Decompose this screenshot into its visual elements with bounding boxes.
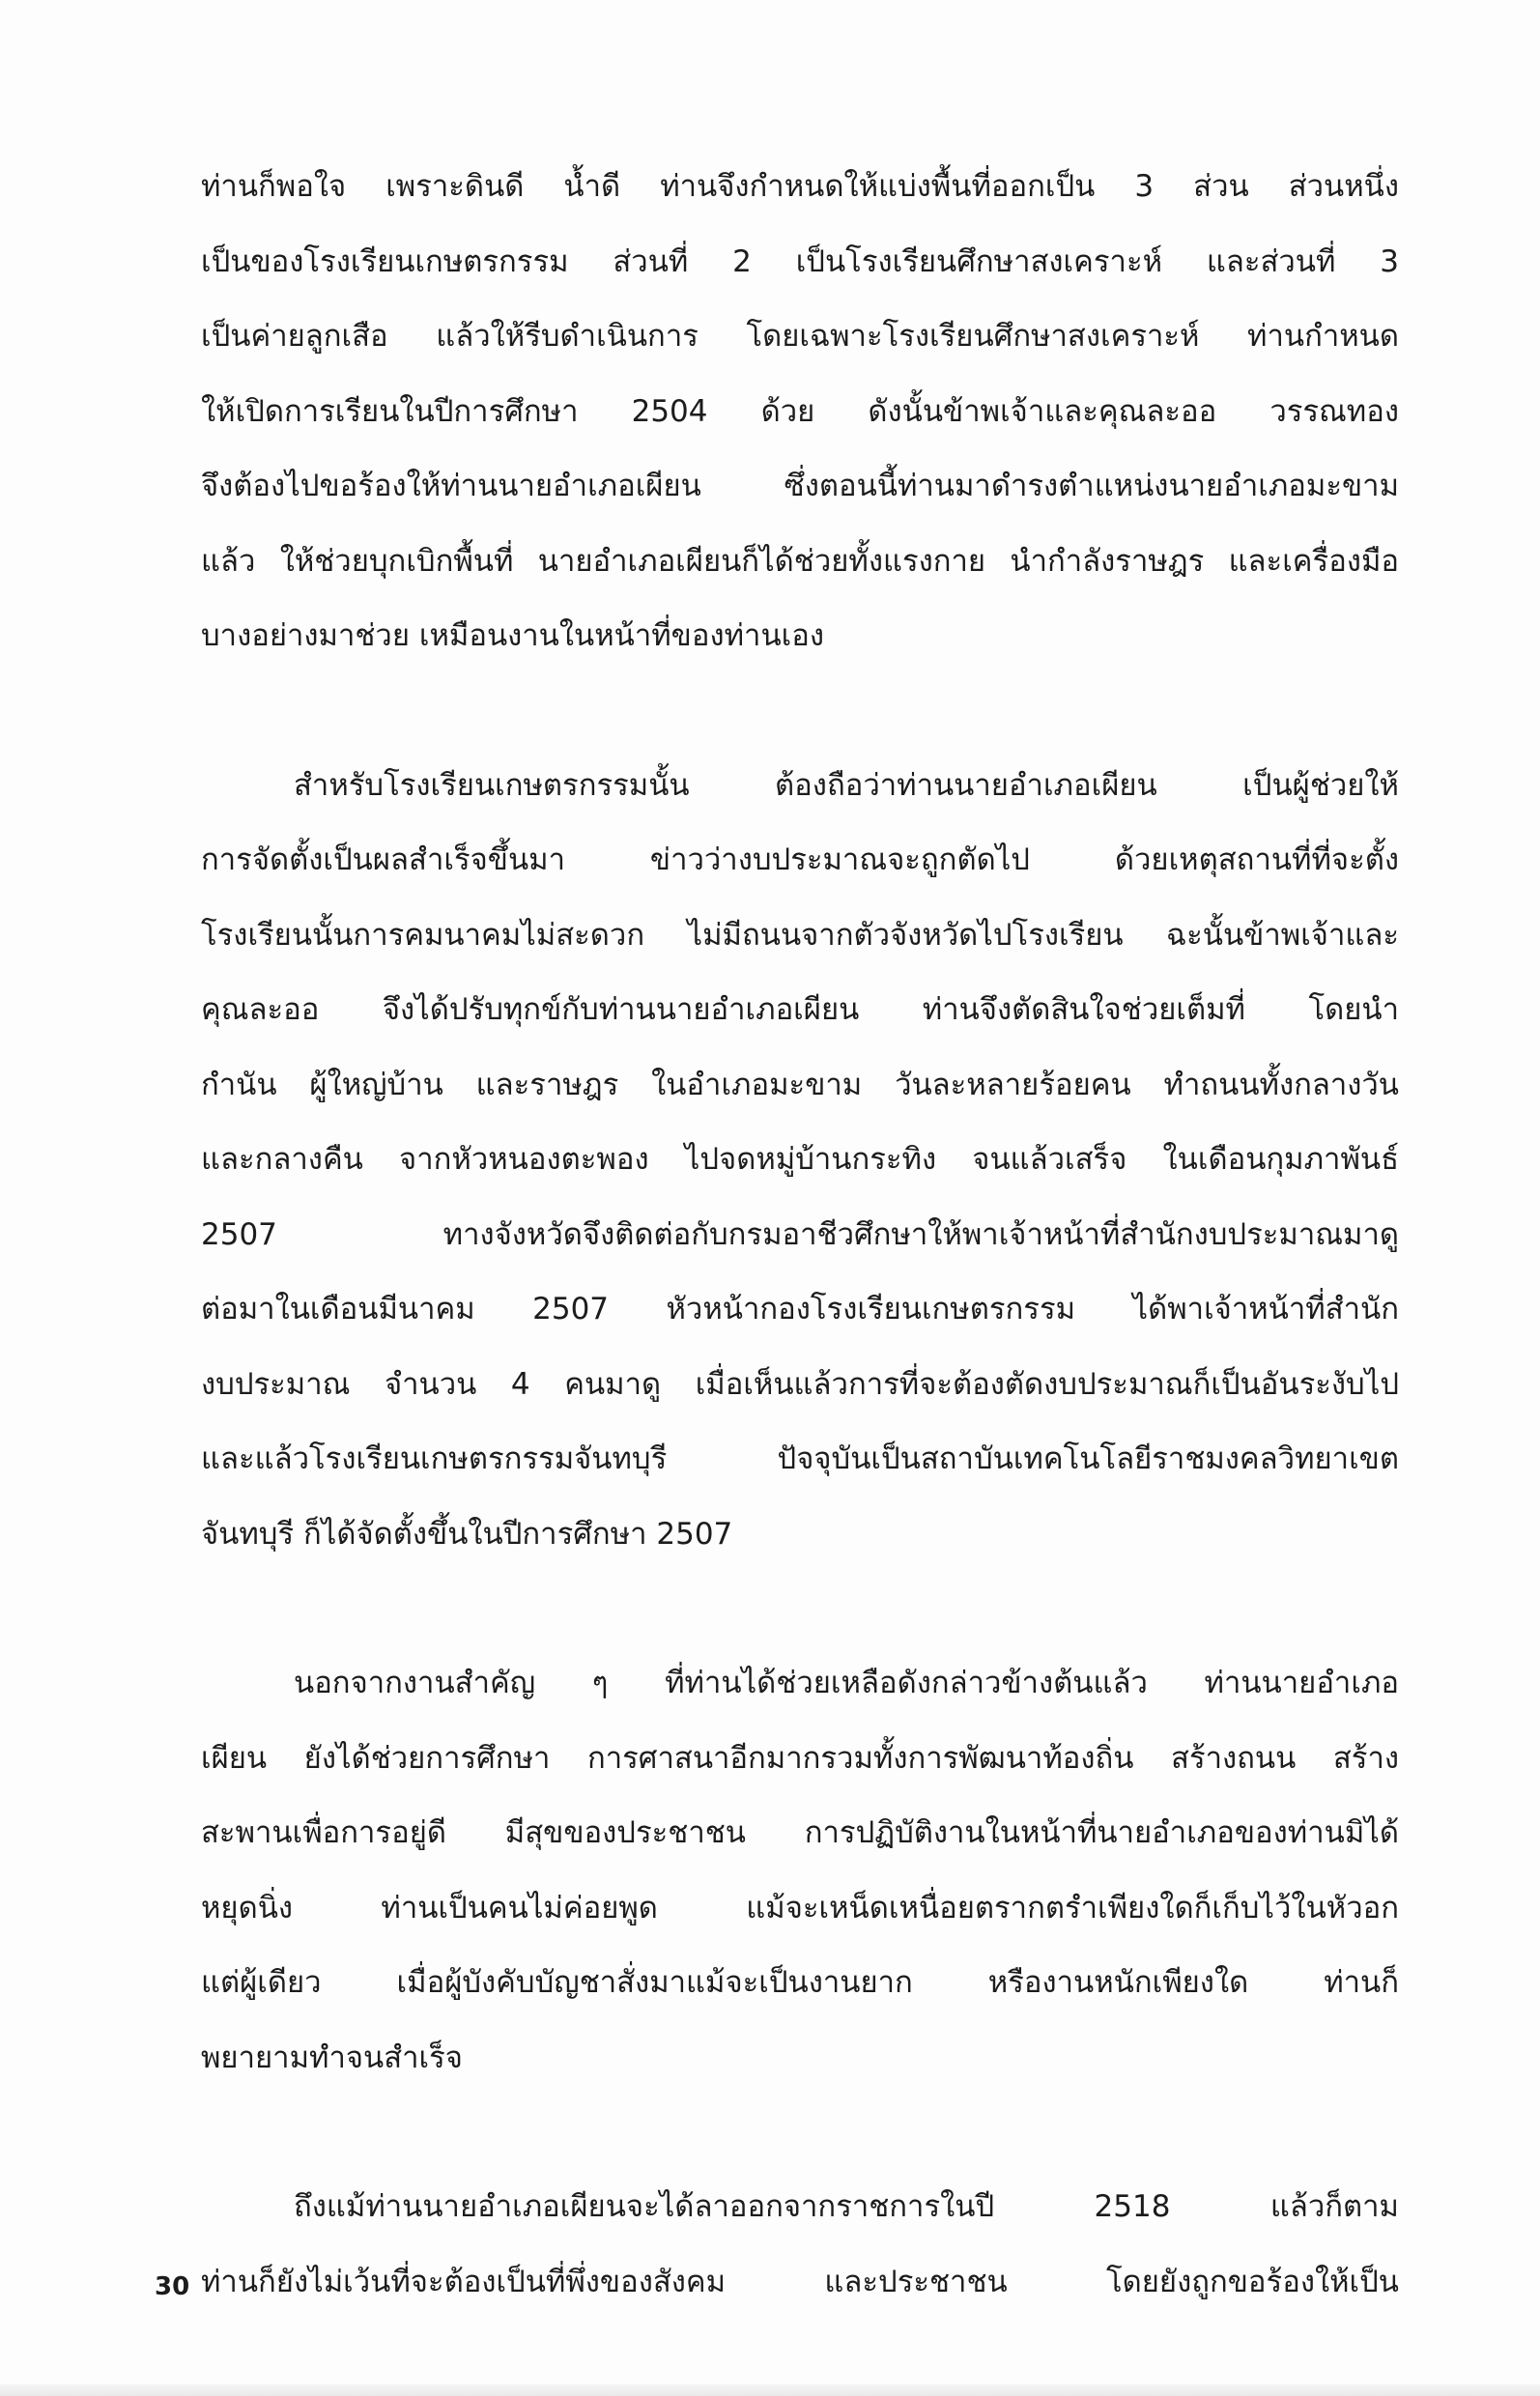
text-line: และแล้วโรงเรียนเกษตรกรรมจันทบุรี ปัจจุบันเป็นสถาบันเทคโนโลยีราชมงคลวิทยาเขต — [201, 1441, 1399, 1476]
text-line: 2507 ทางจังหวัดจึงติดต่อกับกรมอาชีวศึกษาให้พาเจ้าหน้าที่สำนักงบประมาณมาดู — [201, 1216, 1399, 1252]
text-line: ต่อมาในเดือนมีนาคม 2507 หัวหน้ากองโรงเรียนเกษตรกรรม ได้พาเจ้าหน้าที่สำนัก — [201, 1292, 1399, 1326]
text-line: โรงเรียนนั้นการคมนาคมไม่สะดวก ไม่มีถนนจากตัวจังหวัดไปโรงเรียน ฉะนั้นข้าพเจ้าและ — [201, 917, 1399, 953]
text-line: เป็นของโรงเรียนเกษตรกรรม ส่วนที่ 2 เป็นโรงเรียนศึกษาสงเคราะห์ และส่วนที่ 3 — [201, 243, 1399, 279]
text-line: แล้ว ให้ช่วยบุกเบิกพื้นที่ นายอำเภอเผียนก็ได้ช่วยทั้งแรงกาย นำกำลังราษฎร และเครื่องมือ — [201, 543, 1399, 579]
text-line: จึงต้องไปขอร้องให้ท่านนายอำเภอเผียน ซึ่งตอนนี้ท่านมาดำรงตำแหน่งนายอำเภอมะขาม — [201, 469, 1399, 503]
text-line: กำนัน ผู้ใหญ่บ้าน และราษฎร ในอำเภอมะขาม วันละหลายร้อยคน ทำถนนทั้งกลางวัน — [201, 1067, 1399, 1102]
paragraph-4 — [201, 2170, 1399, 2320]
text-line: ให้เปิดการเรียนในปีการศึกษา 2504 ด้วย ดังนั้นข้าพเจ้าและคุณละออ วรรณทอง — [201, 393, 1399, 429]
text-line: ท่านก็พอใจ เพราะดินดี น้ำดี ท่านจึงกำหนดให้แบ่งพื้นที่ออกเป็น 3 ส่วน ส่วนหนึ่ง — [201, 169, 1399, 204]
text-line: นอกจากงานสำคัญ ๆ ที่ท่านได้ช่วยเหลือดังกล่าวข้างต้นแล้ว ท่านนายอำเภอ — [294, 1666, 1399, 1700]
text-line: เป็นค่ายลูกเสือ แล้วให้รีบดำเนินการ โดยเฉพาะโรงเรียนศึกษาสงเคราะห์ ท่านกำหนด — [201, 319, 1399, 354]
text-line: บางอย่างมาช่วย เหมือนงานในหน้าที่ของท่านเอง — [201, 618, 824, 653]
paragraph-3 — [201, 1646, 1399, 2096]
page-bottom-edge — [0, 2384, 1540, 2396]
text-line: สำหรับโรงเรียนเกษตรกรรมนั้น ต้องถือว่าท่านนายอำเภอเผียน เป็นผู้ช่วยให้ — [294, 767, 1399, 803]
text-line: แต่ผู้เดียว เมื่อผู้บังคับบัญชาสั่งมาแม้จะเป็นงานยาก หรืองานหนักเพียงใด ท่านก็ — [201, 1965, 1399, 2000]
body-text — [201, 150, 1399, 2320]
text-line: งบประมาณ จำนวน 4 คนมาดู เมื่อเห็นแล้วการที่จะต้องตัดงบประมาณก็เป็นอันระงับไป — [201, 1366, 1399, 1402]
text-line: ท่านก็ยังไม่เว้นที่จะต้องเป็นที่พึ่งของสังคม และประชาชน โดยยังถูกขอร้องให้เป็น — [201, 2264, 1399, 2299]
paragraph-2 — [201, 749, 1399, 1573]
page-number: 30 — [155, 2272, 190, 2301]
text-line: จันทบุรี ก็ได้จัดตั้งขึ้นในปีการศึกษา 2507 — [201, 1516, 733, 1552]
text-line: และกลางคืน จากหัวหนองตะพอง ไปจดหมู่บ้านกระทิง จนแล้วเสร็จ ในเดือนกุมภาพันธ์ — [201, 1142, 1399, 1177]
text-line: การจัดตั้งเป็นผลสำเร็จขึ้นมา ข่าวว่างบประมาณจะถูกตัดไป ด้วยเหตุสถานที่ที่จะตั้ง — [201, 842, 1399, 877]
text-line: เผียน ยังได้ช่วยการศึกษา การศาสนาอีกมากรวมทั้งการพัฒนาท้องถิ่น สร้างถนน สร้าง — [201, 1740, 1399, 1776]
paragraph-1 — [201, 150, 1399, 674]
text-line: สะพานเพื่อการอยู่ดี มีสุขของประชาชน การปฏิบัติงานในหน้าที่นายอำเภอของท่านมิได้ — [201, 1815, 1399, 1850]
text-line: พยายามทำจนสำเร็จ — [201, 2039, 463, 2075]
text-line: ถึงแม้ท่านนายอำเภอเผียนจะได้ลาออกจากราชการในปี 2518 แล้วก็ตาม — [294, 2189, 1399, 2224]
text-line: หยุดนิ่ง ท่านเป็นคนไม่ค่อยพูด แม้จะเหน็ดเหนื่อยตรากตรำเพียงใดก็เก็บไว้ในหัวอก — [201, 1890, 1399, 1925]
text-line: คุณละออ จึงได้ปรับทุกข์กับท่านนายอำเภอเผียน ท่านจึงตัดสินใจช่วยเต็มที่ โดยนำ — [201, 992, 1399, 1027]
